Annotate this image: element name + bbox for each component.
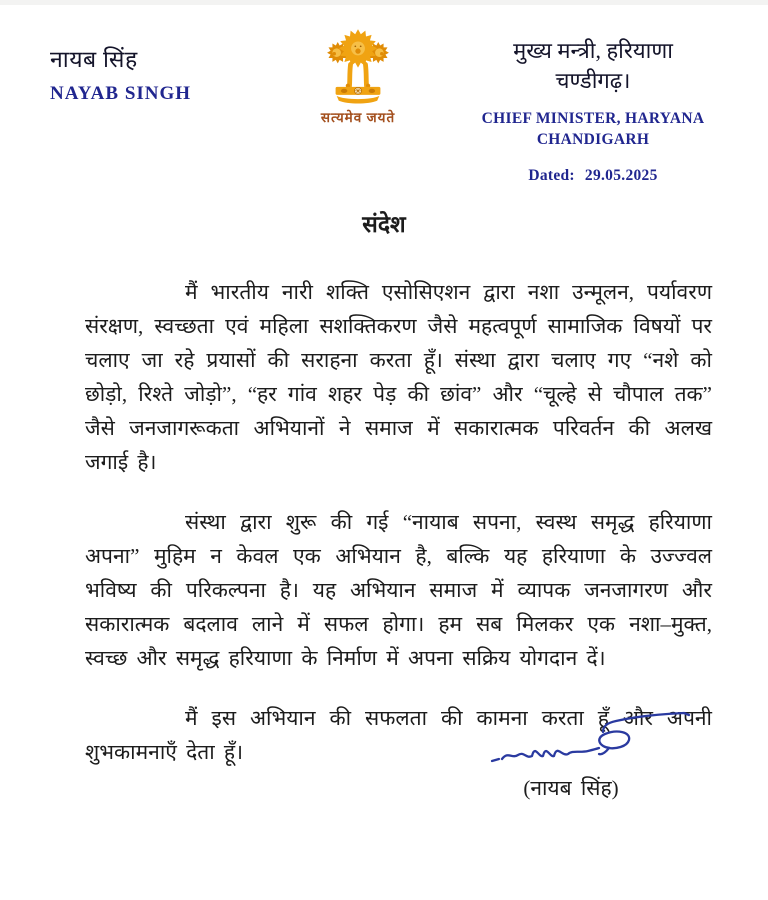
office-english-line1: CHIEF MINISTER, HARYANA bbox=[481, 110, 705, 127]
sender-name-english: NAYAB SINGH bbox=[50, 83, 192, 104]
date-value: 29.05.2025 bbox=[584, 167, 658, 184]
letter-paragraph-1: मैं भारतीय नारी शक्ति एसोसिएशन द्वारा नशा उन्मूलन, पर्यावरण संरक्षण, स्वच्छता एवं महिला सशक्तिकरण जैसे महत्वपूर्ण सामाजिक विषयों पर चलाए जा रहे प्रयासों की सराहना करता हूँ। संस्था द्वारा चलाए गए “नशे को छोड़ो, रिश्ते जोड़ो”, “हर गांव शहर पेड़ की छांव” और “चूल्हे से चौपाल तक” जैसे जनजागरूकता अभियानों ने समाज में सकारात्मक परिवर्तन की अलख जगाई है। bbox=[85, 280, 712, 474]
date-line bbox=[448, 167, 738, 185]
emblem-motto: सत्यमेव जयते bbox=[320, 110, 396, 125]
office-hindi-line1: मुख्य मन्त्री, हरियाणा bbox=[513, 38, 673, 63]
signatory-name: (नायब सिंह) bbox=[523, 776, 619, 800]
emblem-block bbox=[293, 26, 423, 126]
letter-title: संदेश bbox=[362, 212, 406, 237]
top-edge-strip bbox=[0, 0, 768, 5]
office-hindi-line2: चण्डीगढ़। bbox=[555, 68, 631, 93]
letter-paragraph-3: मैं इस अभियान की सफलता की कामना करता हूँ और अपनी शुभकामनाएँ देता हूँ। bbox=[85, 706, 712, 764]
letter-paragraph-2: संस्था द्वारा शुरू की गई “नायाब सपना, स्वस्थ समृद्ध हरियाणा अपना” मुहिम न केवल एक अभियान है, बल्कि यह हरियाणा के उज्ज्वल भविष्य की परिकल्पना है। यह अभियान समाज में व्यापक जनजागरण और सकारात्मक बदलाव लाने में सफल होगा। हम सब मिलकर एक नशा–मुक्त, स्वच्छ और समृद्ध हरियाणा के निर्माण में अपना सक्रिय योगदान दें। bbox=[85, 510, 712, 670]
date-label: Dated: bbox=[528, 167, 575, 184]
sender-name-hindi: नायब सिंह bbox=[50, 47, 138, 72]
sender-identity bbox=[50, 42, 191, 105]
ashoka-emblem-icon bbox=[326, 26, 390, 105]
signature-handwriting bbox=[490, 710, 700, 772]
letter-body bbox=[0, 207, 768, 795]
signature-block bbox=[480, 710, 710, 802]
office-english-line2: CHANDIGARH bbox=[536, 131, 650, 148]
office-block bbox=[448, 36, 738, 185]
